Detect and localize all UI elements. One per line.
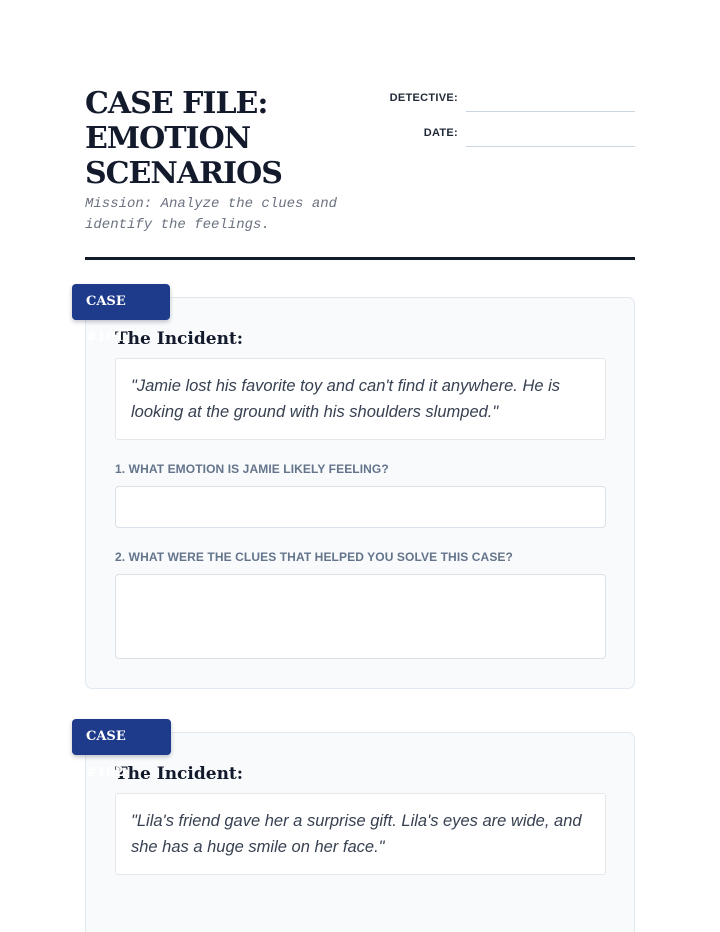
clues-answer-field[interactable] [115, 574, 606, 659]
date-field [424, 125, 635, 147]
case-tab-102: CASE #102 [72, 719, 171, 755]
date-label: DATE: [423, 127, 458, 139]
detective-input-line[interactable] [466, 90, 635, 112]
mission-text: Mission: Analyze the clues and identify the feelings. [85, 196, 338, 233]
incident-quote: "Jamie lost his favorite toy and can't find it anywhere. He is looking at the ground with his shoulders slumped." [115, 358, 606, 440]
page-title: CASE FILE: EMOTION SCENARIOS [85, 86, 282, 191]
detective-field [390, 90, 635, 112]
incident-title: The Incident: [115, 764, 244, 784]
worksheet-header [85, 86, 635, 258]
incident-title: The Incident: [115, 329, 244, 349]
case-tab-101: CASE #101 [72, 284, 170, 320]
date-input-line[interactable] [466, 125, 635, 147]
question-1-label: 1. WHAT EMOTION IS JAMIE LIKELY FEELING? [115, 462, 389, 476]
detective-label: DETECTIVE: [389, 92, 458, 104]
question-2-label: 2. WHAT WERE THE CLUES THAT HELPED YOU SOLVE THIS CASE? [115, 550, 513, 564]
emotion-answer-field[interactable] [115, 486, 606, 528]
case-card-102 [85, 732, 635, 932]
header-divider [85, 257, 635, 260]
case-card-101 [85, 297, 635, 689]
incident-quote: "Lila's friend gave her a surprise gift. Lila's eyes are wide, and she has a huge smile on her face." [115, 793, 606, 875]
